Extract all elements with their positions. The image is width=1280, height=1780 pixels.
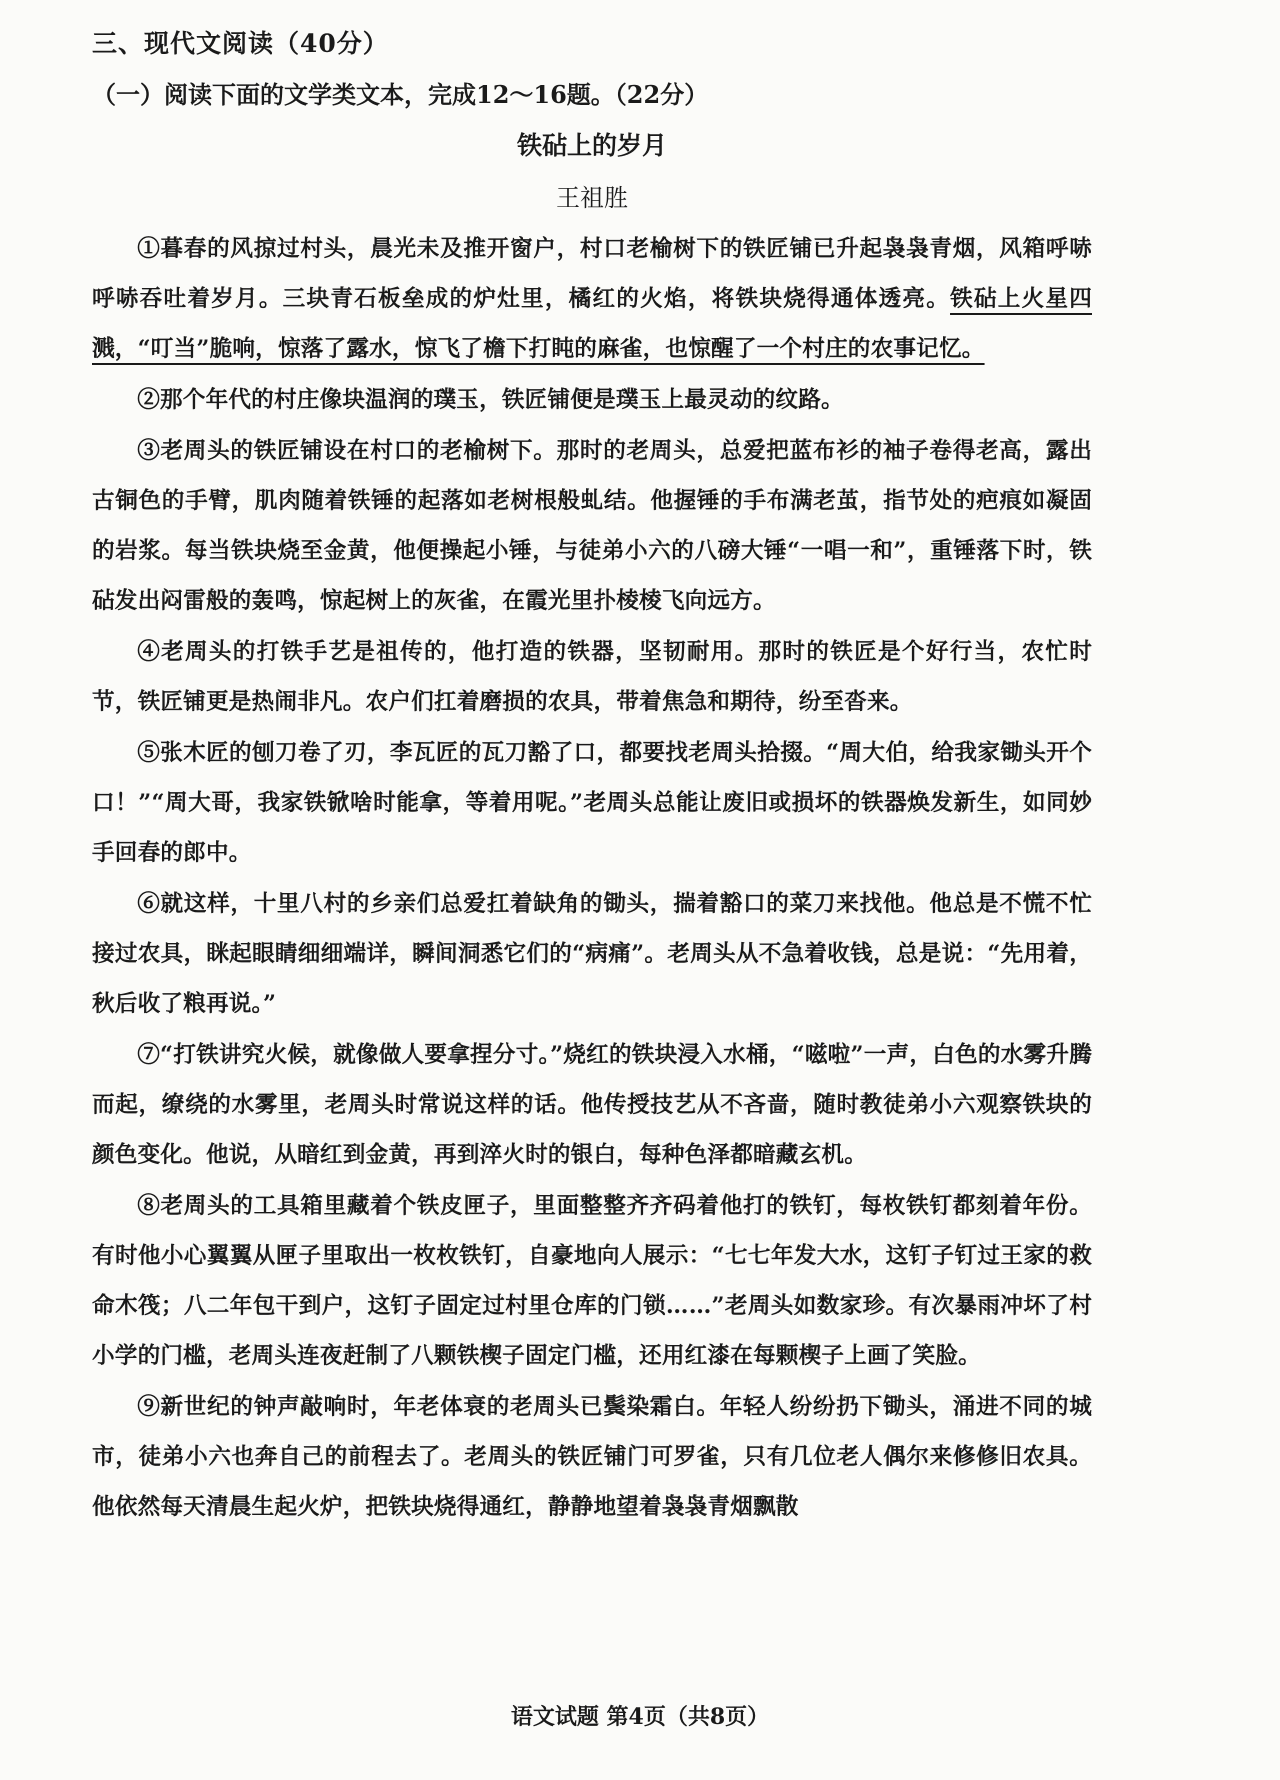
paragraph-5: ⑤张木匠的刨刀卷了刃，李瓦匠的瓦刀豁了口，都要找老周头拾掇。“周大伯，给我家锄头开个口！”“周大哥，我家铁锨啥时能拿，等着用呢。”老周头总能让废旧或损坏的铁器焕发新生，如同妙手回春的郎中。 (92, 740, 1092, 866)
page-footer: 语文试题 第4页（共8页） (510, 1704, 770, 1730)
question-instruction: （一）阅读下面的文学类文本，完成12～16题。（22分） (92, 80, 709, 109)
paragraph-7: ⑦“打铁讲究火候，就像做人要拿捏分寸。”烧红的铁块浸入水桶，“嗞啦”一声，白色的水雾升腾而起，缭绕的水雾里，老周头时常说这样的话。他传授技艺从不吝啬，随时教徒弟小六观察铁块的颜色变化。他说，从暗红到金黄，再到淬火时的银白，每种色泽都暗藏玄机。 (92, 1042, 1092, 1168)
underlined-sentence: 铁砧上火星四溅，“叮当”脆响，惊落了露水，惊飞了檐下打盹的麻雀，也惊醒了一个村庄的农事记忆。 (92, 286, 1092, 362)
paragraph-1-text: ①暮春的风掠过村头，晨光未及推开窗户，村口老榆树下的铁匠铺已升起袅袅青烟，风箱呼哧呼哧吞吐着岁月。三块青石板垒成的炉灶里，橘红的火焰，将铁块烧得通体透亮。 (92, 236, 1092, 312)
paragraph-4: ④老周头的打铁手艺是祖传的，他打造的铁器，坚韧耐用。那时的铁匠是个好行当，农忙时节，铁匠铺更是热闹非凡。农户们扛着磨损的农具，带着焦急和期待，纷至沓来。 (92, 639, 1092, 715)
article-author: 王祖胜 (556, 184, 628, 212)
paragraph-8: ⑧老周头的工具箱里藏着个铁皮匣子，里面整整齐齐码着他打的铁钉，每枚铁钉都刻着年份。有时他小心翼翼从匣子里取出一枚枚铁钉，自豪地向人展示：“七七年发大水，这钉子钉过王家的救命木筏；八二年包干到户，这钉子固定过村里仓库的门锁……”老周头如数家珍。有次暴雨冲坏了村小学的门槛，老周头连夜赶制了八颗铁楔子固定门槛，还用红漆在每颗楔子上画了笑脸。 (92, 1193, 1092, 1369)
section-title: 三、现代文阅读（40分） (92, 29, 389, 58)
exam-page (92, 18, 1092, 1533)
paragraph-6: ⑥就这样，十里八村的乡亲们总爱扛着缺角的锄头，揣着豁口的菜刀来找他。他总是不慌不忙接过农具，眯起眼睛细细端详，瞬间洞悉它们的“病痛”。老周头从不急着收钱，总是说：“先用着，秋后收了粮再说。” (92, 891, 1092, 1017)
paragraph-9: ⑨新世纪的钟声敲响时，年老体衰的老周头已鬓染霜白。年轻人纷纷扔下锄头，涌进不同的城市，徒弟小六也奔自己的前程去了。老周头的铁匠铺门可罗雀，只有几位老人偶尔来修修旧农具。他依然每天清晨生起火炉，把铁块烧得通红，静静地望着袅袅青烟飘散 (92, 1394, 1092, 1520)
paragraph-1 (92, 224, 1092, 374)
article-title: 铁砧上的岁月 (516, 131, 667, 160)
paragraph-3: ③老周头的铁匠铺设在村口的老榆树下。那时的老周头，总爱把蓝布衫的袖子卷得老高，露出古铜色的手臂，肌肉随着铁锤的起落如老树根般虬结。他握锤的手布满老茧，指节处的疤痕如凝固的岩浆。每当铁块烧至金黄，他便操起小锤，与徒弟小六的八磅大锤“一唱一和”，重锤落下时，铁砧发出闷雷般的轰鸣，惊起树上的灰雀，在霞光里扑棱棱飞向远方。 (92, 438, 1092, 614)
paragraph-2: ②那个年代的村庄像块温润的璞玉，铁匠铺便是璞玉上最灵动的纹路。 (137, 387, 844, 413)
